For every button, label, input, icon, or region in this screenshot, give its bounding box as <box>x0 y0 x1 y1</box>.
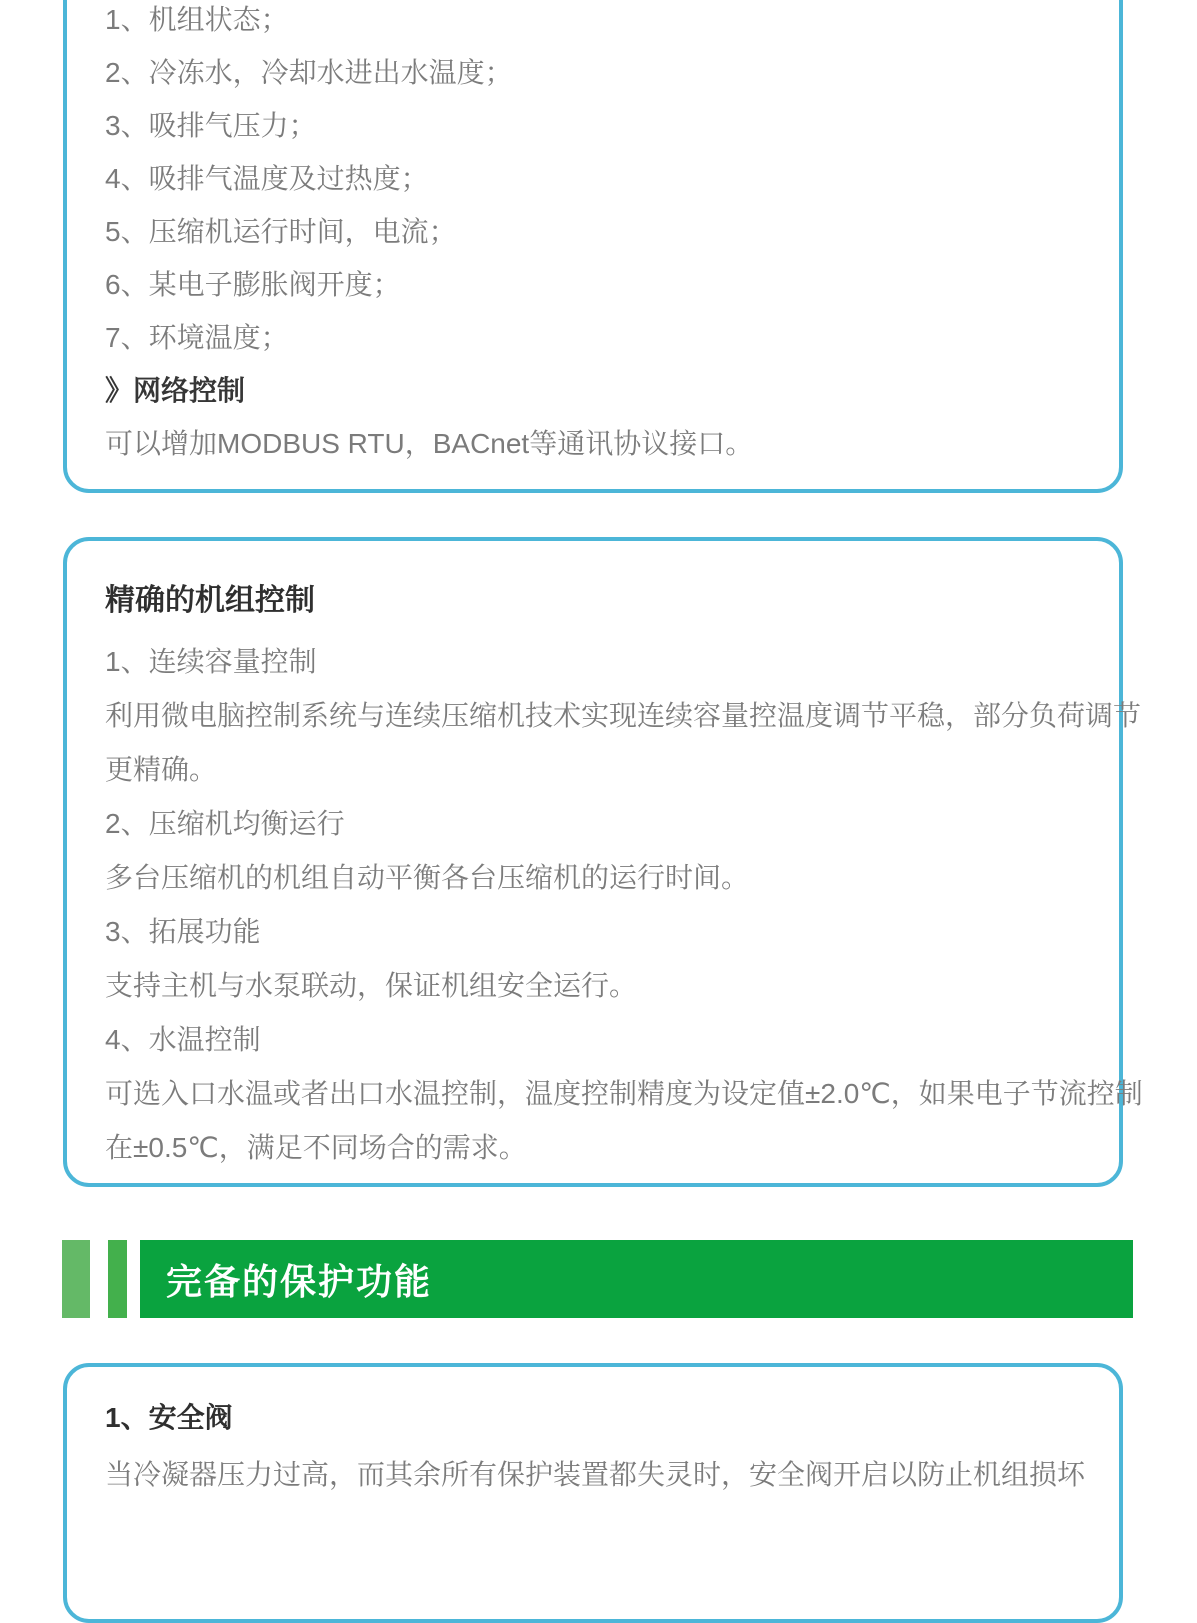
precise-control-line: 更精确。 <box>105 754 218 785</box>
monitoring-item: 6、某电子膨胀阀开度； <box>105 269 401 300</box>
precise-control-line: 多台压缩机的机组自动平衡各台压缩机的运行时间。 <box>105 862 750 893</box>
precise-control-line: 4、水温控制 <box>105 1024 261 1055</box>
info-card-safety-valve <box>63 1363 1123 1623</box>
monitoring-item: 2、冷冻水，冷却水进出水温度； <box>105 57 513 88</box>
banner-protection <box>140 1240 1133 1318</box>
precise-control-line: 2、压缩机均衡运行 <box>105 808 345 839</box>
info-card-monitoring <box>63 0 1123 493</box>
banner-protection-title: 完备的保护功能 <box>166 1260 433 1302</box>
precise-control-line: 3、拓展功能 <box>105 916 261 947</box>
info-card-precise-control <box>63 537 1143 1187</box>
precise-control-line: 1、连续容量控制 <box>105 646 317 677</box>
precise-control-line: 可选入口水温或者出口水温控制，温度控制精度为设定值±2.0℃，如果电子节流控制 <box>105 1078 1143 1109</box>
precise-control-line: 支持主机与水泵联动，保证机组安全运行。 <box>105 970 638 1001</box>
monitoring-item: 5、压缩机运行时间，电流； <box>105 216 457 247</box>
banner-accent-bar-light <box>62 1240 90 1318</box>
monitoring-item: 7、环境温度； <box>105 322 289 353</box>
monitoring-item: 3、吸排气压力； <box>105 110 317 141</box>
monitoring-item: 1、机组状态； <box>105 4 289 35</box>
safety-valve-heading: 1、安全阀 <box>105 1402 233 1433</box>
precise-control-line: 利用微电脑控制系统与连续压缩机技术实现连续容量控温度调节平稳，部分负荷调节 <box>105 700 1142 731</box>
network-control-subheading: 》网络控制 <box>105 375 246 406</box>
network-control-note: 可以增加MODBUS RTU，BACnet等通讯协议接口。 <box>105 428 754 459</box>
safety-valve-body: 当冷凝器压力过高，而其余所有保护装置都失灵时，安全阀开启以防止机组损坏 <box>105 1459 1086 1490</box>
precise-control-line: 在±0.5℃，满足不同场合的需求。 <box>105 1132 527 1163</box>
monitoring-item: 4、吸排气温度及过热度； <box>105 163 429 194</box>
banner-accent-bar-mid <box>108 1240 127 1318</box>
section-banner-protection <box>0 1240 1197 1318</box>
precise-control-heading: 精确的机组控制 <box>105 584 315 617</box>
